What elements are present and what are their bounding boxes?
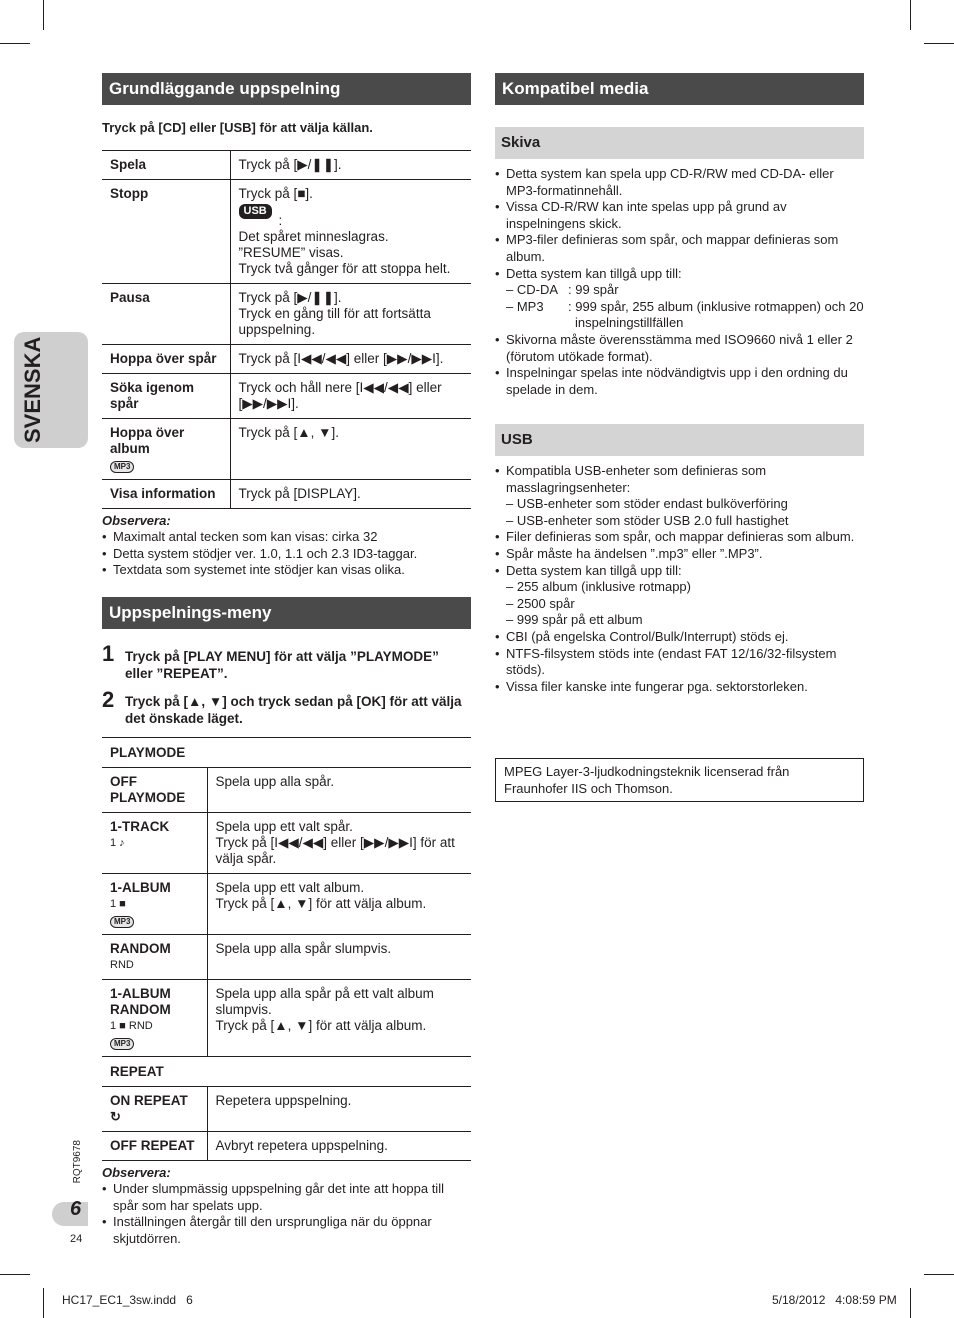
subsection-title-usb: USB [495, 424, 864, 456]
table-row [102, 1132, 471, 1161]
usb-info [495, 463, 864, 695]
table-row [102, 374, 471, 419]
section-title-play-menu: Uppspelnings-meny [102, 597, 471, 629]
row-key [102, 935, 207, 980]
row-value: Tryck på [▶/❚❚]. [230, 151, 471, 180]
crop-mark [0, 43, 30, 44]
table-row [102, 345, 471, 374]
limit-label: – MP3 [506, 298, 544, 314]
row-line: Det spåret minneslagras. [238, 229, 389, 244]
disc-info [495, 166, 864, 398]
disc-list [495, 166, 864, 282]
language-label: SVENSKA [20, 336, 45, 444]
row-line: Tryck på [▲, ▼] för att välja album. [215, 896, 427, 911]
license-text: MPEG Layer-3-ljudkodningsteknik licenserad från Fraunhofer IIS och Thomson. [504, 764, 790, 796]
list-item: • Kompatibla USB-enheter som definieras som masslagringsenheter: [495, 463, 864, 496]
row-value [230, 180, 471, 284]
note-list [102, 529, 471, 579]
display-indicator: 1 ♪ [110, 837, 125, 849]
list-item: • NTFS-filsystem stöds inte (endast FAT 12/16/32-filsystem stöds). [495, 646, 864, 679]
table-row [102, 768, 471, 813]
row-line: Tryck på [▲, ▼] för att välja album. [215, 1018, 427, 1033]
row-value: Avbryt repetera uppspelning. [207, 1132, 471, 1161]
row-line: Spela upp alla spår på ett valt album slumpvis. [215, 986, 434, 1017]
list-item: • Vissa filer kanske inte fungerar pga. sektorstorleken. [495, 679, 864, 696]
row-key: Visa information [102, 480, 230, 509]
note-item: • Inställningen återgår till den ursprungliga när du öppnar skjutdörren. [102, 1214, 471, 1247]
license-box [495, 758, 864, 802]
list-item: • Spår måste ha ändelsen ”.mp3” eller ”.MP3”. [495, 546, 864, 563]
limit-row [495, 299, 864, 332]
row-value [207, 813, 471, 874]
page-sub-number: 24 [70, 1233, 83, 1245]
list-item: • Detta system kan tillgå upp till: [495, 266, 864, 283]
usb-badge: USB [239, 204, 272, 219]
row-line: ”RESUME” visas. [238, 245, 344, 260]
mp3-badge: MP3 [110, 461, 134, 473]
row-line: Tryck på [▶/❚❚]. [238, 290, 342, 305]
basic-playback-table [102, 150, 471, 509]
table-row [102, 419, 471, 480]
disc-list-2 [495, 332, 864, 398]
row-line: : [278, 213, 283, 228]
row-key [102, 1087, 207, 1132]
table-row [102, 813, 471, 874]
row-key: Hoppa över spår [102, 345, 230, 374]
row-key-text: 1-ALBUM RANDOM [110, 986, 171, 1017]
row-line: Tryck en gång till för att fortsätta uppspelning. [238, 306, 431, 337]
note-item: • Textdata som systemet inte stödjer kan visas olika. [102, 562, 471, 579]
crop-mark [43, 0, 44, 30]
row-value [207, 980, 471, 1057]
usb-list [495, 463, 864, 496]
crop-mark [910, 1288, 911, 1318]
row-key-text: 1-TRACK [110, 819, 170, 834]
step-number: 1 [102, 641, 115, 666]
limit-label: – CD-DA [506, 282, 559, 298]
row-key: Pausa [102, 284, 230, 345]
sub-item: – 255 album (inklusive rotmapp) [506, 579, 691, 595]
subsection-title-disc: Skiva [495, 127, 864, 159]
step-text: Tryck på [PLAY MENU] för att välja ”PLAYMODE” eller ”REPEAT”. [125, 649, 439, 681]
playmode-header: PLAYMODE [102, 738, 471, 768]
playmode-table [102, 737, 471, 1161]
note-item: • Under slumpmässig uppspelning går det inte att hoppa till spår som har spelats upp. [102, 1181, 471, 1214]
step-text: Tryck på [▲, ▼] och tryck sedan på [OK] för att välja det önskade läget. [125, 694, 462, 726]
limit-row [495, 282, 864, 299]
table-header-row [102, 738, 471, 768]
mp3-badge: MP3 [110, 916, 134, 928]
row-key: OFF PLAYMODE [102, 768, 207, 813]
note-block-1 [102, 512, 471, 579]
step-number: 2 [102, 687, 115, 712]
row-key [102, 813, 207, 874]
table-row [102, 284, 471, 345]
table-row [102, 874, 471, 935]
list-item: • Vissa CD-R/RW kan inte spelas upp på grund av inspelningens skick. [495, 199, 864, 232]
row-line: Tryck på [I◀◀/◀◀] eller [▶▶/▶▶I] för att välja spår. [215, 835, 455, 866]
repeat-icon: ↻ [110, 1109, 121, 1124]
list-item: • Inspelningar spelas inte nödvändigtvis upp i den ordning du spelade in dem. [495, 365, 864, 398]
note-title: Observera: [102, 513, 171, 528]
row-value: Tryck och håll nere [I◀◀/◀◀] eller [▶▶/▶▶I]. [230, 374, 471, 419]
list-item: • Detta system kan spela upp CD-R/RW med CD-DA- eller MP3-formatinnehåll. [495, 166, 864, 199]
footer-date: 5/18/2012 4:08:59 PM [772, 1293, 897, 1307]
row-key: Spela [102, 151, 230, 180]
row-value [230, 284, 471, 345]
list-item: • CBI (på engelska Control/Bulk/Interrupt) stöds ej. [495, 629, 864, 646]
row-key: Söka igenom spår [102, 374, 230, 419]
table-row [102, 980, 471, 1057]
page-number: 6 [70, 1198, 82, 1220]
row-key-text: ON REPEAT [110, 1093, 188, 1108]
row-key [102, 874, 207, 935]
list-item: • Detta system kan tillgå upp till: [495, 563, 864, 580]
row-line: Spela upp ett valt spår. [215, 819, 353, 834]
row-key [102, 419, 230, 480]
row-line: Spela upp ett valt album. [215, 880, 365, 895]
usb-list [495, 629, 864, 695]
table-row [102, 151, 471, 180]
table-row [102, 935, 471, 980]
list-item: • MP3-filer definieras som spår, och mappar definieras som album. [495, 232, 864, 265]
limit-value: : 999 spår, 255 album (inklusive rotmappen) och 20 inspelningstillfällen [568, 298, 864, 331]
row-key: OFF REPEAT [102, 1132, 207, 1161]
row-key: Stopp [102, 180, 230, 284]
intro-text: Tryck på [CD] eller [USB] för att välja källan. [102, 120, 373, 135]
note-title: Observera: [102, 1165, 171, 1180]
row-value: Repetera uppspelning. [207, 1087, 471, 1132]
display-indicator: RND [110, 959, 134, 971]
row-value: Tryck på [▲, ▼]. [230, 419, 471, 480]
list-item: • Filer definieras som spår, och mappar definieras som album. [495, 529, 864, 546]
crop-mark [910, 0, 911, 30]
limit-value: : 99 spår [568, 282, 619, 298]
table-header-row [102, 1057, 471, 1087]
table-row [102, 480, 471, 509]
document-code: RQT9678 [72, 1140, 83, 1184]
row-key-text: 1-ALBUM [110, 880, 171, 895]
note-block-2 [102, 1164, 471, 1247]
sub-item: – USB-enheter som stöder endast bulköverföring [506, 496, 788, 512]
sub-item: – 999 spår på ett album [506, 612, 643, 628]
row-key [102, 980, 207, 1057]
note-item: • Detta system stödjer ver. 1.0, 1.1 och 2.3 ID3-taggar. [102, 546, 471, 563]
crop-mark [43, 1288, 44, 1318]
table-row [102, 1087, 471, 1132]
sub-item: – USB-enheter som stöder USB 2.0 full hastighet [506, 512, 789, 528]
footer-filename: HC17_EC1_3sw.indd 6 [62, 1293, 193, 1307]
note-list [102, 1181, 471, 1247]
crop-mark [0, 1274, 30, 1275]
row-key-text: RANDOM [110, 941, 171, 956]
row-line: Tryck på [■]. [238, 186, 313, 201]
row-value: Spela upp alla spår slumpvis. [207, 935, 471, 980]
sub-item: – 2500 spår [506, 595, 575, 611]
mp3-badge: MP3 [110, 1038, 134, 1050]
row-value [207, 874, 471, 935]
list-item: • Skivorna måste överensstämma med ISO9660 nivå 1 eller 2 (förutom utökade format). [495, 332, 864, 365]
usb-list [495, 529, 864, 579]
section-title-basic-playback: Grundläggande uppspelning [102, 73, 471, 105]
display-indicator: 1 ■ [110, 898, 126, 910]
row-value: Tryck på [DISPLAY]. [230, 480, 471, 509]
row-line: Tryck två gånger för att stoppa helt. [238, 261, 451, 276]
row-value: Spela upp alla spår. [207, 768, 471, 813]
row-value: Tryck på [I◀◀/◀◀] eller [▶▶/▶▶I]. [230, 345, 471, 374]
note-item: • Maximalt antal tecken som kan visas: cirka 32 [102, 529, 471, 546]
crop-mark [924, 43, 954, 44]
row-key-text: Hoppa över album [110, 425, 185, 456]
section-title-compatible-media: Kompatibel media [495, 73, 864, 105]
display-indicator: 1 ■ RND [110, 1020, 153, 1032]
table-row [102, 180, 471, 284]
crop-mark [924, 1274, 954, 1275]
repeat-header: REPEAT [102, 1057, 471, 1087]
